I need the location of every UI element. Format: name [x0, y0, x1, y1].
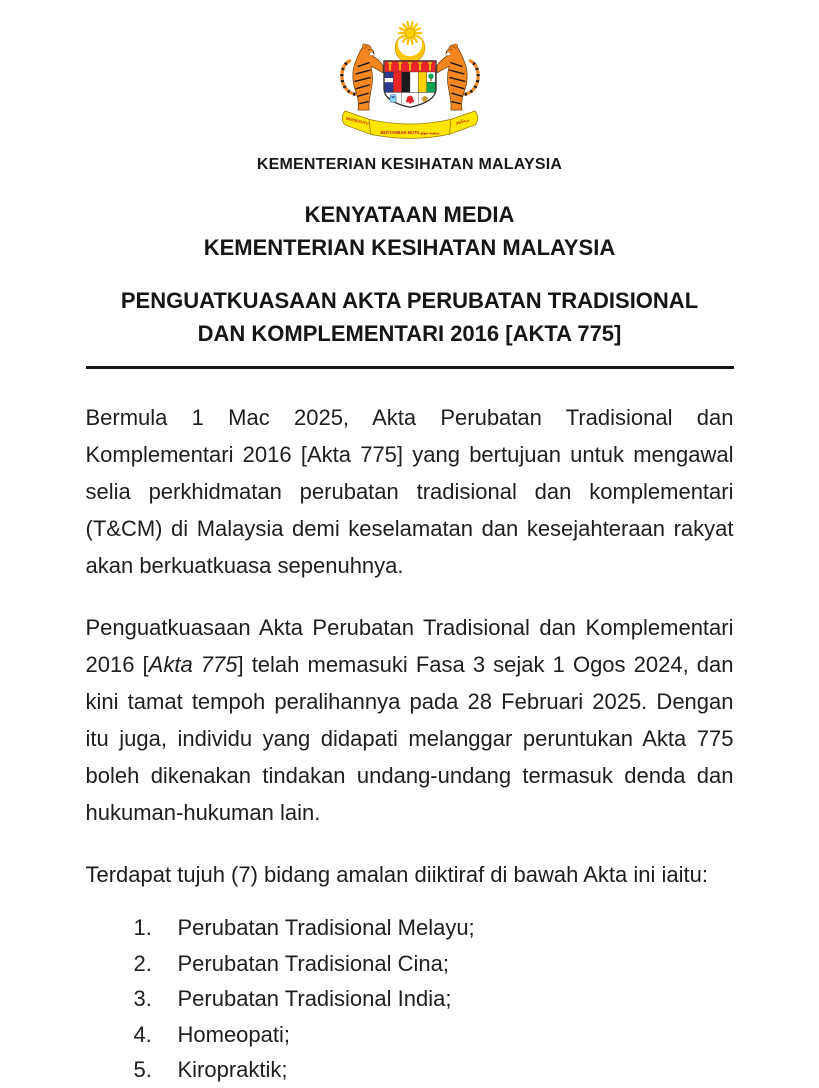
motto-left-text: BERSEKUTU	[345, 116, 369, 126]
malaysia-coat-of-arms-icon	[311, 20, 509, 150]
akta-775-italic: Akta 775	[148, 652, 238, 677]
title-line-1: KENYATAAN MEDIA	[304, 202, 515, 227]
title-line-2: KEMENTERIAN KESIHATAN MALAYSIA	[203, 235, 616, 260]
motto-banner-icon	[342, 111, 478, 138]
paragraph-1: Bermula 1 Mac 2025, Akta Perubatan Tradisional dan Komplementari 2016 [Akta 775] yang bertujuan untuk mengawal selia perkhidmatan perubatan tradisional dan komplementari (T&CM) di Malaysia demi keselamatan dan kesejahteraan rakyat akan berkuatkuasa sepenuhnya.	[85, 405, 734, 578]
list-item	[86, 981, 734, 1017]
motto-right-jawi-text: برسكوتو	[454, 116, 470, 125]
motto-center-text: BERTAMBAH MUTU برتمبه موتو	[380, 129, 439, 135]
list-item	[86, 1017, 734, 1053]
paragraph-2	[86, 609, 734, 831]
list-intro: Terdapat tujuh (7) bidang amalan diiktiraf di bawah Akta ini iaitu:	[85, 862, 708, 887]
list-item-number: 4.	[133, 1021, 152, 1047]
document-title	[0, 198, 819, 264]
list-item-label: Perubatan Tradisional India;	[177, 986, 452, 1011]
horizontal-rule	[86, 366, 734, 369]
document-body	[86, 399, 734, 1088]
document-subject	[0, 284, 819, 350]
recognised-practice-list	[86, 910, 734, 1088]
list-item-number: 1.	[133, 915, 152, 940]
paragraph-2-after: ] telah memasuki Fasa 3 sejak 1 Ogos 2024, dan kini tamat tempoh peralihannya pada 28 Februari 2025. Dengan itu juga, individu yang didapati melanggar peruntukan Akta 775 boleh dikenakan tindakan undang-undang termasuk denda dan hukuman-hukuman lain.	[85, 652, 734, 825]
sabah-emblem-icon	[390, 95, 396, 102]
list-item-number: 5.	[133, 1057, 152, 1082]
ministry-logo-caption: KEMENTERIAN KESIHATAN MALAYSIA	[256, 156, 563, 173]
tiger-right-icon	[436, 44, 477, 110]
subject-line-1: PENGUATKUASAAN AKTA PERUBATAN TRADISIONAL	[120, 288, 699, 313]
list-item-number: 2.	[133, 950, 152, 976]
list-item-label: Homeopati;	[177, 1021, 291, 1047]
tiger-left-icon	[341, 44, 382, 110]
shield-icon	[384, 61, 436, 107]
press-release-page	[0, 20, 819, 1082]
list-item-label: Kiropraktik;	[177, 1057, 288, 1082]
subject-line-2: DAN KOMPLEMENTARI 2016 [AKTA 775]	[197, 321, 622, 346]
list-item-number: 3.	[133, 986, 152, 1011]
list-item-label: Perubatan Tradisional Melayu;	[177, 915, 475, 940]
paragraph-2-before: Penguatkuasaan Akta Perubatan Tradisional dan Komplementari 2016 [	[85, 615, 734, 677]
list-item-label: Perubatan Tradisional Cina;	[177, 950, 449, 976]
list-item	[86, 1052, 734, 1088]
list-item	[86, 910, 734, 946]
list-item	[86, 946, 734, 982]
